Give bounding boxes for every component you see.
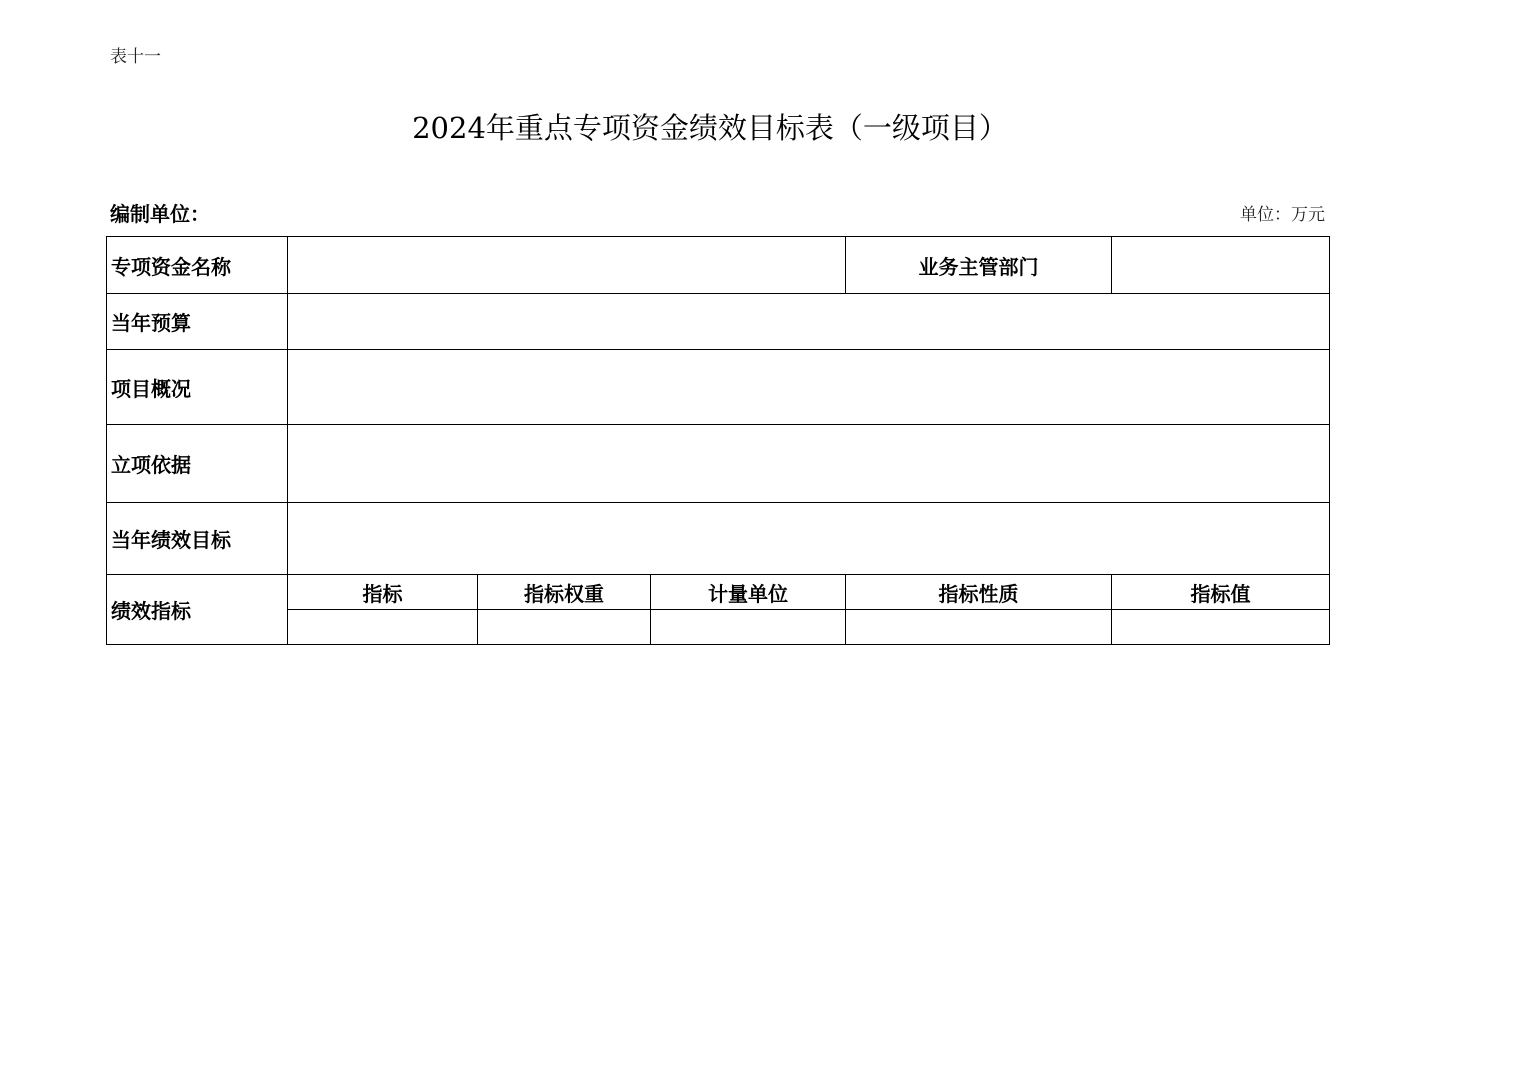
basis-cell[interactable] [288, 425, 1330, 503]
budget-row [107, 294, 1330, 350]
fund-name-row [107, 237, 1330, 294]
goal-cell[interactable] [288, 503, 1330, 575]
indicator-header-unit: 计量单位 [651, 575, 846, 610]
indicator-weight-cell[interactable] [478, 610, 651, 645]
compiler-label: 编制单位： [110, 202, 210, 226]
budget-cell[interactable] [288, 294, 1330, 350]
fund-name-label: 专项资金名称 [107, 237, 288, 294]
indicator-nature-cell[interactable] [846, 610, 1112, 645]
indicator-header-indicator: 指标 [288, 575, 478, 610]
indicator-value-cell[interactable] [1112, 610, 1330, 645]
basis-label: 立项依据 [107, 425, 288, 503]
table-number: 表十一 [110, 47, 161, 67]
indicator-header-value: 指标值 [1112, 575, 1330, 610]
overview-cell[interactable] [288, 350, 1330, 425]
page-title: 2024年重点专项资金绩效目标表（一级项目） [412, 111, 1008, 145]
overview-row [107, 350, 1330, 425]
indicator-cell[interactable] [288, 610, 478, 645]
dept-cell[interactable] [1112, 237, 1330, 294]
budget-label: 当年预算 [107, 294, 288, 350]
unit-label: 单位：万元 [1240, 205, 1325, 225]
goal-label: 当年绩效目标 [107, 503, 288, 575]
indicator-value-row [107, 610, 1330, 645]
indicator-unit-cell[interactable] [651, 610, 846, 645]
dept-label: 业务主管部门 [846, 237, 1112, 294]
performance-goal-table [106, 236, 1330, 645]
overview-label: 项目概况 [107, 350, 288, 425]
fund-name-cell[interactable] [288, 237, 846, 294]
indicator-header-weight: 指标权重 [478, 575, 651, 610]
basis-row [107, 425, 1330, 503]
indicator-header-nature: 指标性质 [846, 575, 1112, 610]
goal-row [107, 503, 1330, 575]
indicators-label: 绩效指标 [107, 575, 288, 645]
indicator-header-row [107, 575, 1330, 610]
